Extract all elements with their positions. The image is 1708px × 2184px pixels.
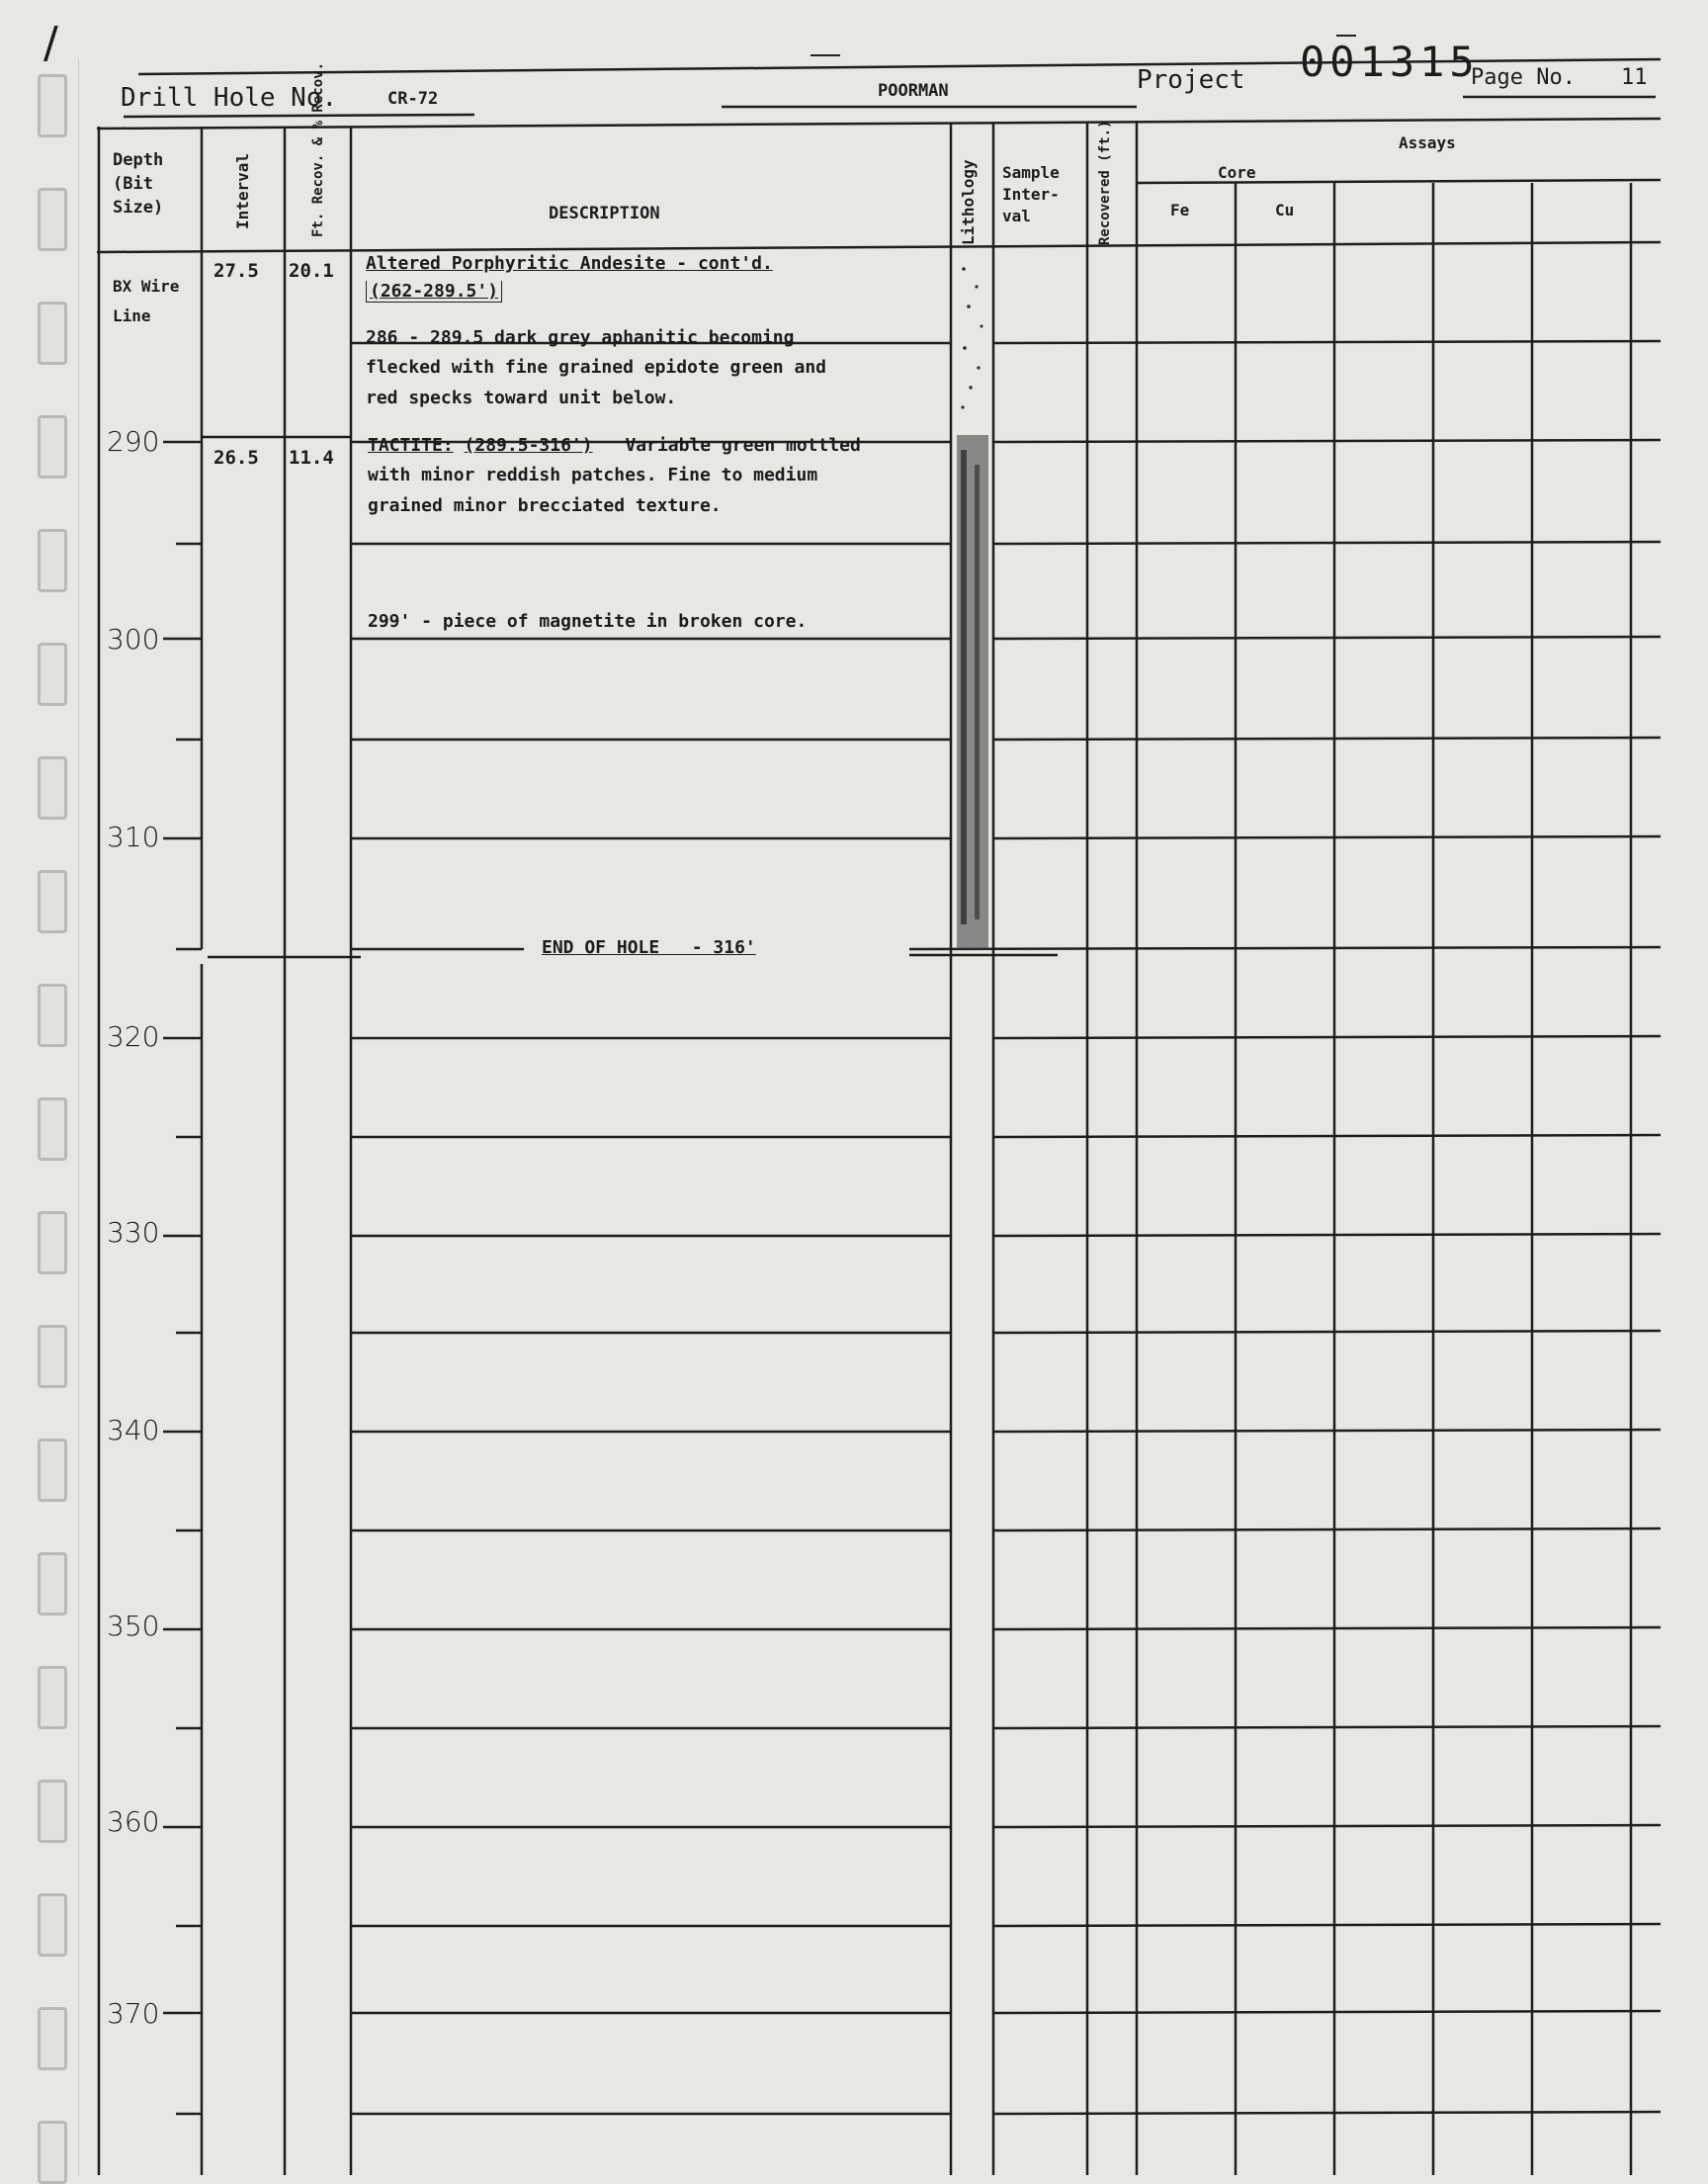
unit1-line1: 286 - 289.5 dark grey aphanitic becoming <box>366 327 795 348</box>
drill-hole-label: Drill Hole No. <box>121 83 338 113</box>
end-of-hole: END OF HOLE - 316' <box>542 937 756 958</box>
col-sample-interval: Sample Inter- val <box>1002 163 1060 225</box>
interval-value: 26.5 <box>214 447 259 469</box>
interval-value: 27.5 <box>214 260 259 282</box>
depth-label: 310 <box>107 821 160 853</box>
recovery-value: 11.4 <box>289 447 334 469</box>
unit2-line2: with minor reddish patches. Fine to medium <box>368 465 818 485</box>
depth-label: 360 <box>107 1805 160 1838</box>
project-name: POORMAN <box>878 81 949 101</box>
project-label: Project <box>1137 65 1245 95</box>
note-299: 299' - piece of magnetite in broken core. <box>368 611 808 632</box>
col-fe: Fe <box>1170 201 1190 219</box>
page-label: Page No. <box>1471 65 1576 90</box>
unit2-text1: Variable green mottled <box>625 435 861 456</box>
bit-size: BX Wire Line <box>113 277 180 325</box>
col-cu: Cu <box>1275 201 1295 219</box>
depth-label: 340 <box>107 1414 160 1446</box>
unit1-range: (262-289.5') <box>366 281 502 303</box>
col-lithology: Lithology <box>959 159 978 245</box>
unit1-line3: red specks toward unit below. <box>366 388 677 408</box>
col-description: DESCRIPTION <box>549 204 660 223</box>
recovery-value: 20.1 <box>289 260 334 282</box>
col-recovered: Recovered (ft.) <box>1097 120 1113 245</box>
unit1-title: Altered Porphyritic Andesite - cont'd. <box>366 253 773 274</box>
unit2-name: TACTITE: <box>368 435 454 456</box>
unit1-line2: flecked with fine grained epidote green and <box>366 357 826 378</box>
depth-label: 320 <box>107 1020 160 1053</box>
col-core: Core <box>1218 163 1256 182</box>
depth-label: 290 <box>107 425 160 458</box>
col-depth: Depth (Bit Size) <box>113 150 164 218</box>
drill-hole-value: CR-72 <box>387 89 439 109</box>
doc-number: 001315 <box>1300 38 1480 86</box>
unit2-line1 <box>368 435 861 456</box>
corner-mark: / <box>43 18 58 68</box>
depth-label: 330 <box>107 1216 160 1249</box>
col-recovery: Ft. Recov. & % Recov. <box>310 61 326 237</box>
unit2-line3: grained minor brecciated texture. <box>368 495 722 516</box>
col-assays: Assays <box>1399 133 1456 152</box>
col-interval: Interval <box>233 152 252 229</box>
page-value: 11 <box>1621 65 1648 90</box>
depth-label: 300 <box>107 623 160 655</box>
unit2-range: (289.5-316') <box>464 435 593 456</box>
depth-label: 370 <box>107 1997 160 2030</box>
depth-label: 350 <box>107 1610 160 1642</box>
